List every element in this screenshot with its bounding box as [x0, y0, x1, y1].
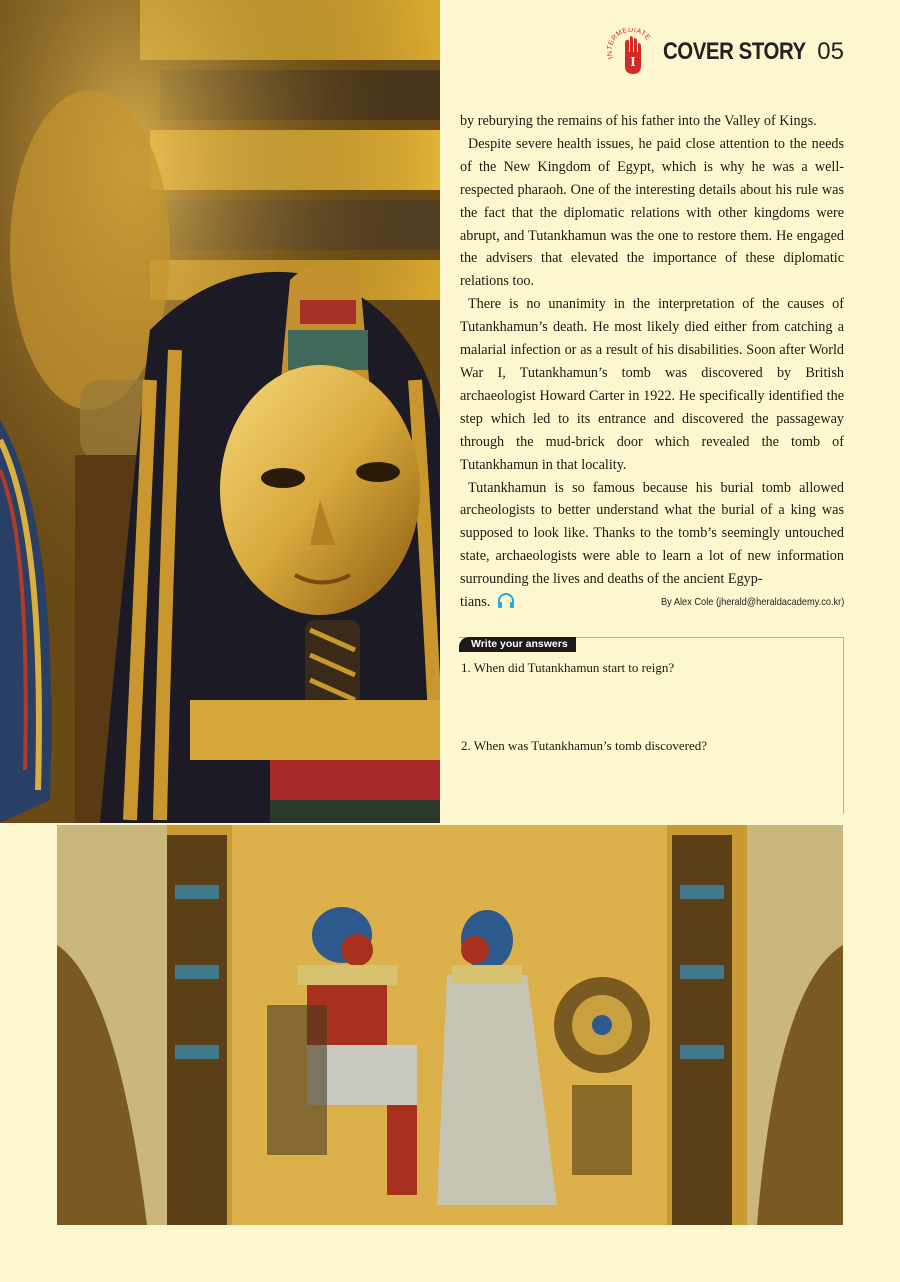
article-paragraph: Tutankhamun is so famous because his burial tomb allowed archeologists to better understand what the burial of a king was supposed to look like. Thanks to the tomb’s seemingly untouched state, archaeologists were able to learn a lot of new information surrounding the lives and deaths of the ancient Egyp- — [460, 479, 844, 588]
article-last-word: tians. — [460, 594, 491, 611]
section-title: COVER STORY — [663, 38, 807, 65]
pharaoh-bust-illustration — [0, 0, 440, 823]
pharaoh-bust-photo — [0, 0, 440, 823]
badge-arc-text: INTERMEDIATE — [607, 28, 652, 60]
intermediate-badge — [607, 28, 657, 76]
answer-box-tag: Write your answers — [459, 637, 576, 652]
section-header — [607, 28, 844, 76]
article-final-line — [460, 591, 844, 614]
page-number: 05 — [817, 38, 844, 65]
article-last-word-group — [460, 591, 515, 614]
article-paragraph: There is no unanimity in the interpretation of the causes of Tutankhamun’s death. He most likely died either from catching a malarial infection or as a result of his disabilities. Soon after World War I, Tutankhamun’s tomb was discovered by British archaeologist Howard Carter in 1922. He specifically identified the step which led to its entrance and discovered the passageway through the mud-brick door which revealed the tomb of Tutankhamun in that locality. — [460, 296, 844, 473]
headphones-icon[interactable] — [497, 593, 515, 609]
badge-letter: I — [630, 55, 637, 70]
article-body — [460, 110, 844, 614]
article-paragraph: Despite severe health issues, he paid close attention to the needs of the New Kingdom of Egypt, which is why he was a well-respected pharaoh. One of the interesting details about his rule was the fact that the diplomatic relations with other kingdoms were abrupt, and Tutankhamun was the one to restore them. He engaged the advisers that elevated the importance of these diplomatic relations too. — [460, 135, 844, 290]
throne-relief-photo — [57, 825, 843, 1225]
hand-badge-icon — [607, 28, 657, 76]
question-2: 2. When was Tutankhamun’s tomb discovered? — [461, 738, 708, 753]
author-byline: By Alex Cole (jherald@heraldacademy.co.kr) — [660, 596, 844, 609]
question-1: 1. When did Tutankhamun start to reign? — [461, 660, 675, 675]
throne-relief-illustration — [57, 825, 843, 1225]
answer-box — [459, 637, 844, 814]
article-paragraph: by reburying the remains of his father into the Valley of Kings. — [460, 113, 817, 129]
